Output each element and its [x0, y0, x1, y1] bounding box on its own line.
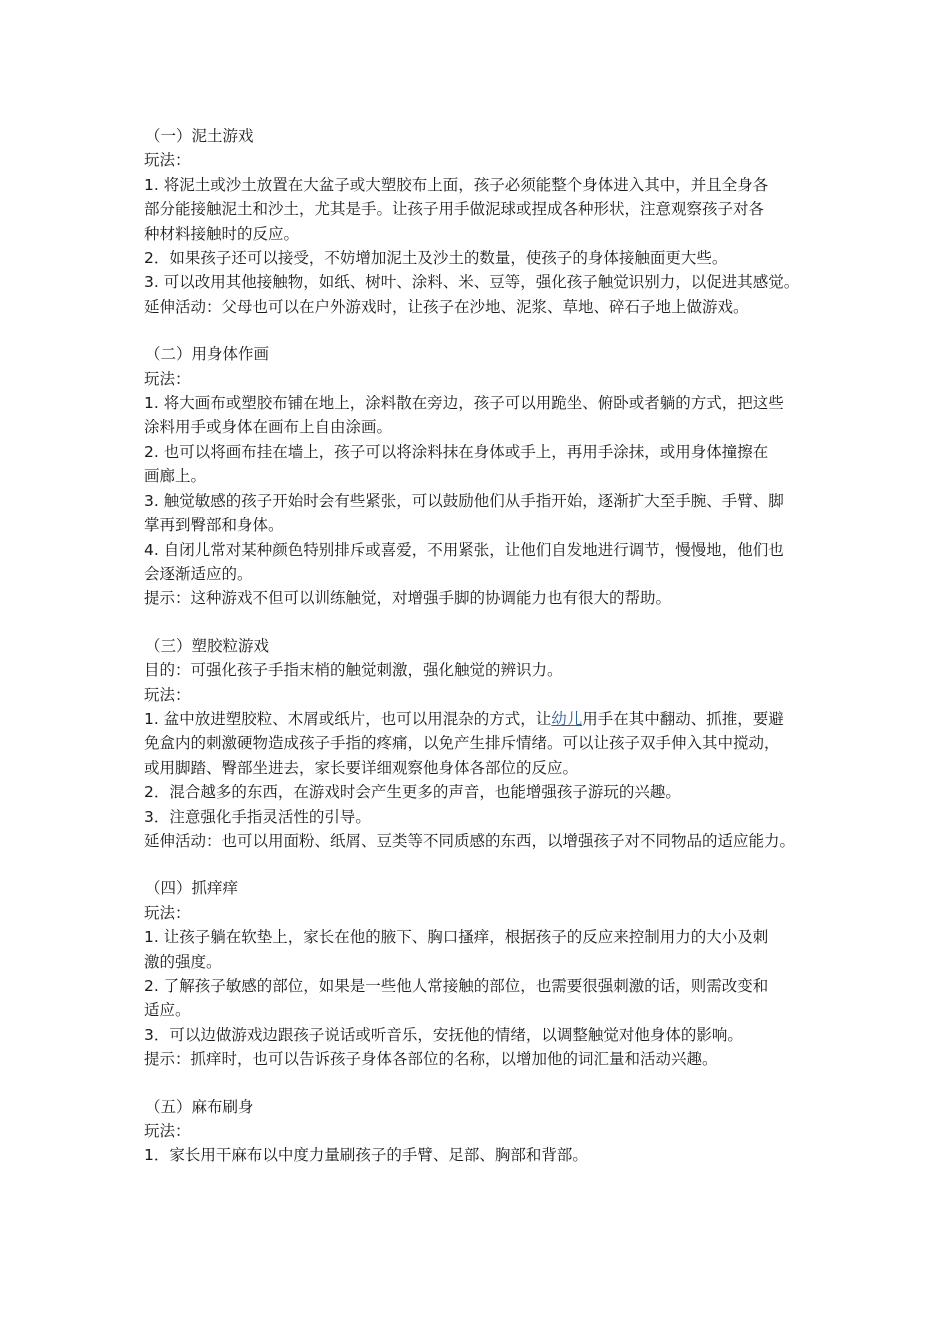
paragraph-line: 掌再到臀部和身体。 — [144, 516, 284, 535]
paragraph-line: 2. 也可以将画布挂在墙上，孩子可以将涂料抹在身体或手上，再用手涂抹，或用身体撞擦在 — [144, 442, 769, 461]
paragraph-line: 部分能接触泥土和沙土，尤其是手。让孩子用手做泥球或捏成各种形状，注意观察孩子对各 — [144, 200, 765, 219]
paragraph-line: 延伸活动：父母也可以在户外游戏时，让孩子在沙地、泥浆、草地、碎石子地上做游戏。 — [144, 297, 749, 316]
paragraph-line: 3．可以边做游戏边跟孩子说话或听音乐，安抚他的情绪，以调整触觉对他身体的影响。 — [144, 1025, 743, 1044]
paragraph-line: 3．注意强化手指灵活性的引导。 — [144, 807, 371, 826]
paragraph-line: 玩法： — [144, 369, 191, 388]
paragraph-line: 3. 触觉敏感的孩子开始时会有些紧张，可以鼓励他们从手指开始，逐渐扩大至手腕、手臂、脚 — [144, 491, 784, 510]
section-title: （一）泥土游戏 — [145, 127, 254, 145]
paragraph-line: 1. 将泥土或沙土放置在大盆子或大塑胶布上面，孩子必须能整个身体进入其中，并且全身各 — [144, 175, 769, 194]
paragraph-line: 延伸活动：也可以用面粉、纸屑、豆类等不同质感的东西，以增强孩子对不同物品的适应能力。 — [144, 831, 796, 850]
paragraph-line: 1. 让孩子躺在软垫上，家长在他的腋下、胸口搔痒，根据孩子的反应来控制用力的大小及刺 — [144, 928, 769, 947]
paragraph-line: 种材料接触时的反应。 — [144, 224, 300, 243]
section-plastic-pellet-game — [144, 634, 824, 854]
section-title: （四）抓痒痒 — [145, 879, 239, 898]
paragraph-line: 玩法： — [144, 151, 191, 170]
section-body-painting — [144, 342, 824, 610]
paragraph-line: 2. 了解孩子敏感的部位，如果是一些他人常接触的部位，也需要很强刺激的话，则需改变和 — [144, 977, 769, 995]
section-title: （二）用身体作画 — [145, 345, 270, 364]
paragraph-line: 玩法： — [144, 685, 191, 704]
paragraph-line: 激的强度。 — [144, 952, 222, 971]
toddler-link[interactable]: 幼儿 — [551, 709, 583, 728]
section-tickling — [144, 876, 824, 1071]
section-linen-brushing — [144, 1095, 824, 1168]
paragraph-line-with-link — [144, 707, 824, 731]
paragraph-line: 提示：抓痒时，也可以告诉孩子身体各部位的名称，以增加他的词汇量和活动兴趣。 — [144, 1050, 718, 1069]
paragraph-line: 提示：这种游戏不但可以训练触觉，对增强手脚的协调能力也有很大的帮助。 — [144, 589, 672, 608]
paragraph-line: 目的：可强化孩子手指末梢的触觉刺激，强化触觉的辨识力。 — [144, 661, 563, 680]
paragraph-line: 1. 将大画布或塑胶布铺在地上，涂料散在旁边，孩子可以用跪坐、俯卧或者躺的方式，把这些 — [144, 394, 784, 413]
paragraph-line: 2．如果孩子还可以接受，不妨增加泥土及沙土的数量，使孩子的身体接触面更大些。 — [144, 249, 728, 268]
paragraph-line: 涂料用手或身体在画布上自由涂画。 — [144, 418, 393, 437]
paragraph-line: 玩法： — [144, 903, 191, 922]
paragraph-line: 2．混合越多的东西，在游戏时会产生更多的声音，也能增强孩子游玩的兴趣。 — [144, 783, 681, 802]
paragraph-line: 会逐渐适应的。 — [144, 564, 253, 583]
text-before-link: 1. 盆中放进塑胶粒、木屑或纸片，也可以用混杂的方式，让 — [144, 709, 552, 728]
paragraph-line: 玩法： — [144, 1122, 191, 1141]
paragraph-line: 或用脚踏、臀部坐进去，家长要详细观察他身体各部位的反应。 — [144, 758, 579, 777]
paragraph-line: 3. 可以改用其他接触物，如纸、树叶、涂料、米、豆等，强化孩子触觉识别力，以促进其感觉。 — [144, 273, 800, 292]
section-title: （五）麻布刷身 — [145, 1097, 254, 1116]
paragraph-line: 1．家长用干麻布以中度力量刷孩子的手臂、足部、胸部和背部。 — [144, 1146, 588, 1165]
paragraph-line: 适应。 — [144, 1001, 191, 1020]
section-title: （三）塑胶粒游戏 — [145, 636, 270, 655]
paragraph-line: 免盒内的刺激硬物造成孩子手指的疼痛，以免产生排斥情绪。可以让孩子双手伸入其中搅动， — [144, 734, 780, 753]
paragraph-line: 画廊上。 — [144, 467, 207, 486]
document-body — [144, 124, 824, 1191]
section-mud-game — [144, 124, 824, 319]
text-after-link: 用手在其中翻动、抓推，要避 — [582, 709, 784, 728]
paragraph-line: 4. 自闭儿常对某种颜色特别排斥或喜爱，不用紧张，让他们自发地进行调节，慢慢地，他们也 — [144, 540, 784, 559]
